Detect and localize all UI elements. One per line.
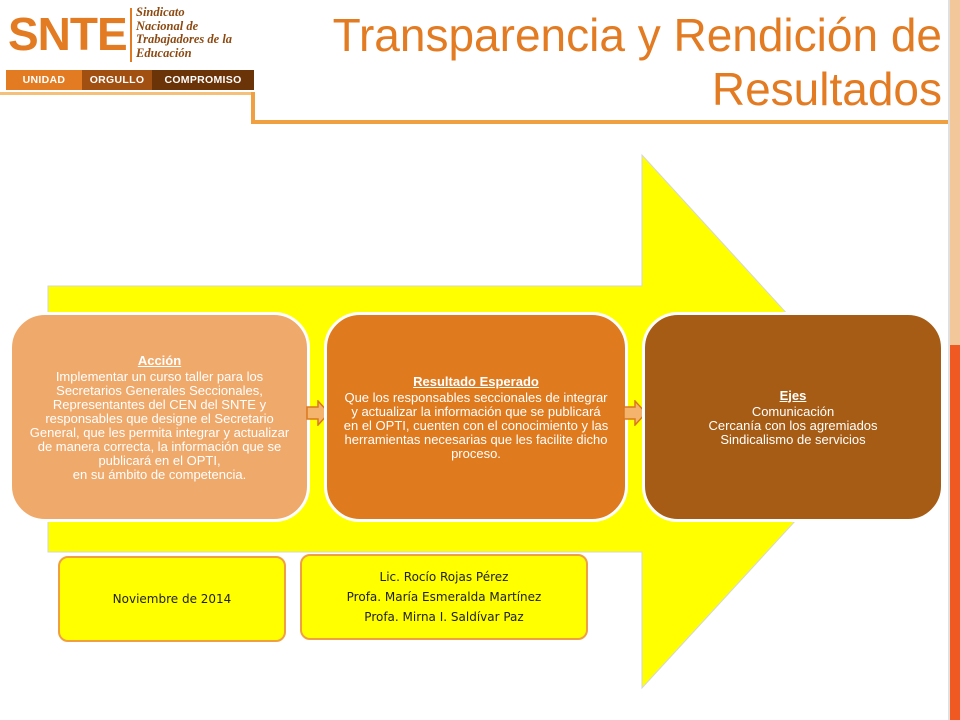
tagline-compromiso: COMPROMISO xyxy=(152,70,254,90)
process-box-ejes xyxy=(642,312,944,522)
authors-box xyxy=(300,554,588,640)
edge-divider xyxy=(948,0,950,720)
process-heading: Acción xyxy=(137,352,182,368)
tagline-unidad: UNIDAD xyxy=(6,70,82,90)
logo-line: Nacional de xyxy=(136,18,199,33)
process-heading: Resultado Esperado xyxy=(413,373,539,389)
logo-divider xyxy=(130,8,132,62)
author-name: Profa. María Esmeralda Martínez xyxy=(346,590,542,604)
process-box-resultado xyxy=(324,312,628,522)
author-name: Profa. Mirna I. Saldívar Paz xyxy=(364,610,524,624)
author-name: Lic. Rocío Rojas Pérez xyxy=(379,570,509,584)
snte-logo xyxy=(2,2,254,92)
logo-tagline xyxy=(6,70,254,90)
page-title: Transparencia y Rendición de Resultados xyxy=(332,9,942,115)
logo-line: Trabajadores de la xyxy=(136,32,233,47)
date-box xyxy=(58,556,286,642)
logo-line: Educación xyxy=(136,45,192,60)
date-text: Noviembre de 2014 xyxy=(112,592,232,606)
header-rule xyxy=(255,120,948,124)
header-rule-left xyxy=(0,92,255,95)
process-body: Que los responsables seccionales de integrar y actualizar la información que se publicará en el OPTI, cuenten con el conocimiento y las herramientas necesarias que les facilite dicho proceso. xyxy=(343,389,609,461)
process-body: Comunicación Cercanía con los agremiados Sindicalismo de servicios xyxy=(708,403,878,447)
tagline-orgullo: ORGULLO xyxy=(82,70,152,90)
logo-name xyxy=(136,6,256,60)
process-box-accion xyxy=(9,312,310,522)
process-heading: Ejes xyxy=(779,387,807,403)
process-body: Implementar un curso taller para los Secretarios Generales Seccionales, Representantes del CEN del SNTE y responsables que designe el Secretario General, que les permita integrar y actualizar de manera correcta, la información que se publicará en el OPTI, en su ámbito de competencia. xyxy=(29,368,290,482)
logo-line: Sindicato xyxy=(136,5,185,19)
logo-mark: SNTE xyxy=(8,8,127,60)
